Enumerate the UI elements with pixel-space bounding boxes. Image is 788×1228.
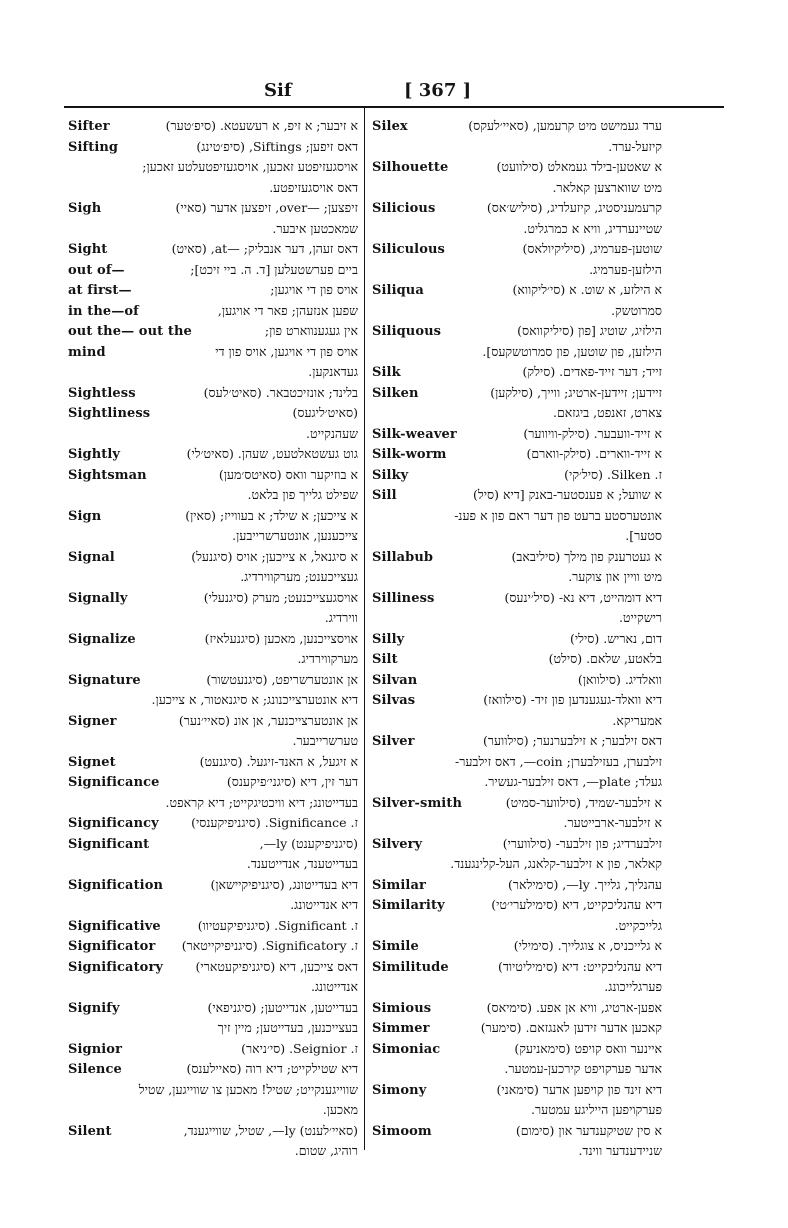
- definition: א בוזיקער וואס (סאיטס׳מען): [218, 466, 358, 482]
- definition: (סאיי׳לענט) ly—, שטיל, שווייגענד,: [183, 1122, 358, 1138]
- definition: ז. Significant. (סיגניפיקעטיוו): [197, 917, 358, 933]
- dictionary-entry: [372, 731, 662, 793]
- headword: Silent: [68, 1123, 112, 1139]
- headword: Similitude: [372, 959, 449, 975]
- dictionary-entry: [68, 506, 358, 547]
- definition-continuation: צייכענען, אונטערשרייבען.: [232, 528, 358, 543]
- entry-line: [372, 280, 662, 301]
- entry-line: [68, 116, 358, 137]
- definition: דיא שטילקייט; דיא רוה (סאיילענס): [186, 1061, 358, 1076]
- definition: אן אונטערשריפט, (סיגנעטשור): [206, 671, 358, 687]
- entry-line: [68, 383, 358, 404]
- dictionary-entry: [68, 547, 358, 588]
- headword: Significancy: [68, 816, 159, 831]
- definition-continuation: מערקווירדיג.: [297, 651, 358, 666]
- entry-line: [372, 547, 662, 568]
- dictionary-entry: [372, 998, 662, 1019]
- definition-continuation: פערקויפען הייליגע עמטער.: [531, 1102, 662, 1117]
- definition: ז. Significatory. (סיגניפיקייטאר): [181, 938, 358, 953]
- entry-line: [68, 1039, 358, 1060]
- definition-continuation: אונטערסטע ברעט פון דער ראם פון א פענ-: [454, 507, 662, 523]
- headword: Sightsman: [68, 467, 147, 483]
- dictionary-entry: [372, 588, 662, 629]
- definition-continuation: מאכען.: [322, 1102, 358, 1117]
- definition-continuation: אדער פערקויפט קירכען-עמטער.: [504, 1061, 662, 1076]
- dictionary-entry: [372, 280, 662, 321]
- definition: אויסגעצייכנעט; מערק (סיגנעלי): [203, 589, 358, 605]
- headword: Simile: [372, 939, 419, 954]
- dictionary-entry: [372, 629, 662, 650]
- dictionary-entry: [372, 465, 662, 486]
- headword: Simoniac: [372, 1041, 441, 1057]
- definition: א זייד-וועבער. (סילק-וויווער): [523, 425, 662, 441]
- headword: Silver: [372, 734, 415, 749]
- headword: Siliculous: [372, 242, 445, 257]
- entry-line: [372, 998, 662, 1019]
- dictionary-entry: [68, 916, 358, 937]
- entry-line: [68, 280, 358, 301]
- definition: קאכען אדער זידען לאנגזאם. (סימער): [480, 1020, 662, 1035]
- entry-line: [372, 936, 662, 957]
- entry-line: [68, 506, 358, 527]
- entry-line: [68, 957, 358, 978]
- dictionary-entry: [68, 137, 358, 199]
- definition: קרעמעניסטיג, קיזעלדיג, (סיליש׳אס): [486, 200, 662, 215]
- entry-line: [68, 547, 358, 568]
- entry-line: [68, 813, 358, 834]
- definition-continuation: דאס אויסגעזיפטע.: [269, 179, 358, 195]
- definition-continuation: זילבערן, בעזילבערן; coin—, דאס זילבער-: [454, 753, 662, 769]
- headword: Significant: [68, 836, 150, 852]
- definition-continuation: בעדייטענד, אנדייטענד.: [246, 856, 358, 871]
- headword: Signification: [68, 877, 164, 893]
- headword: Signature: [68, 672, 141, 688]
- headword: Simony: [372, 1082, 427, 1098]
- definition-continuation: סמרוטשק.: [611, 302, 662, 318]
- headword: Sign: [68, 508, 102, 524]
- definition-continuation: הילזען, פון שוטען, פון סמרוטשקעס].: [482, 343, 662, 359]
- headword: Simious: [372, 1000, 432, 1016]
- definition-continuation: אמעריקא.: [612, 712, 662, 728]
- definition: דיא עהנליכקייט: דיא (סימיליטיוד): [497, 958, 662, 974]
- entry-line: [372, 731, 662, 752]
- headword: Significance: [68, 775, 160, 790]
- dictionary-entry: [372, 690, 662, 731]
- headword: Signal: [68, 549, 115, 565]
- entry-line: [372, 588, 662, 609]
- headword: Sightly: [68, 447, 121, 462]
- definition-continuation: אויסגעזיפטע זאכען, אויסגעזיפטעלטע זאכען;: [142, 159, 358, 174]
- entry-line: [68, 670, 358, 691]
- dictionary-entry: [372, 793, 662, 834]
- definition: דיא עהנליכקייט, דיא (סימילערי׳טי): [491, 897, 662, 912]
- definition: דיא בעדייטונג, (סיגניפיקיישאן): [210, 876, 358, 892]
- headword: Similarity: [372, 898, 445, 913]
- dictionary-entry: [372, 116, 662, 157]
- definition: דער זין, דיא (סיגני׳פיקענס): [226, 774, 358, 789]
- headword: Silvas: [372, 693, 416, 708]
- definition: ז. Significance. (סיגניפיקענסי): [191, 815, 358, 830]
- dictionary-entry: [68, 260, 358, 281]
- definition-continuation: שטיינערדיג, וויא א כמרגליט.: [523, 220, 662, 236]
- definition-continuation: דיא אונטערצייכנונג; א סיגנאטור, א צייכען.: [151, 692, 358, 707]
- definition: א זיבער; א זיפ, א רעשעטא. (סיפ׳טער): [165, 118, 358, 133]
- guide-word: Sif: [264, 80, 292, 101]
- dictionary-entry: [68, 280, 358, 301]
- headword: Significative: [68, 918, 161, 934]
- headword: Silex: [372, 119, 408, 134]
- dictionary-entry: [68, 1059, 358, 1121]
- entry-line: [68, 342, 358, 363]
- entry-line: [68, 834, 358, 855]
- definition: א זייד-ווארים. (סילק-ווארם): [526, 446, 662, 461]
- definition: א געטרענק פון מילך (סיליבאב): [511, 548, 662, 564]
- definition-continuation: אנדייטונג.: [310, 979, 358, 994]
- headword: Silk-worm: [372, 447, 447, 462]
- headword: Signet: [68, 754, 116, 770]
- definition: אן אונטערצייכנער, אן אונ (סאיי׳נער): [178, 712, 358, 728]
- definition-continuation: שווייגענקייט; שטיל! מאכען צו שווייגען, שטיל: [138, 1081, 358, 1097]
- definition: א זילבער-שמיד, (סילווער-סמיט): [505, 794, 662, 810]
- headword: Silky: [372, 467, 409, 483]
- entry-line: [372, 1080, 662, 1101]
- headword: Silver-smith: [372, 795, 463, 811]
- definition: א שוועל; א פענסטער-באנק [דיא (סיל): [473, 487, 662, 502]
- headword: Silly: [372, 631, 405, 647]
- headword: out of—: [68, 262, 125, 278]
- dictionary-entry: [68, 670, 358, 711]
- headword: Simoom: [372, 1123, 432, 1139]
- left-column: [68, 116, 358, 1158]
- definition: דיא דומהייט, דיא נא- (סיל׳ינעס): [504, 589, 662, 605]
- dictionary-entry: [372, 485, 662, 547]
- definition-continuation: שפילט גלייך פון בלאט.: [247, 487, 358, 502]
- definition-continuation: געלד; plate—, דאס זילבער-געשיר.: [484, 774, 662, 789]
- headword: Silliness: [372, 590, 435, 606]
- definition: א צייכען; א שילד; א בעווייז; (סאין): [185, 507, 358, 523]
- headword: Silvan: [372, 672, 418, 688]
- headword: Siliquous: [372, 324, 442, 339]
- dictionary-entry: [372, 649, 662, 670]
- headword: Silhouette: [372, 160, 449, 175]
- dictionary-entry: [68, 342, 358, 383]
- headword: Sightliness: [68, 406, 151, 421]
- entry-line: [372, 1121, 662, 1142]
- entry-line: [372, 424, 662, 445]
- headword: Silence: [68, 1062, 122, 1077]
- dictionary-entry: [68, 834, 358, 875]
- definition-continuation: רישקייט.: [618, 610, 662, 625]
- dictionary-entry: [68, 588, 358, 629]
- dictionary-entry: [372, 424, 662, 445]
- headword: Signior: [68, 1041, 123, 1057]
- definition-continuation: א זילבער-ארבייטער.: [563, 815, 662, 830]
- definition-continuation: גלייכקייט.: [614, 917, 662, 933]
- definition: ביים פערשטעלען [ד. ה. ביי זיכט];: [190, 261, 358, 277]
- headword: mind: [68, 344, 106, 360]
- headword: Sifting: [68, 139, 119, 155]
- definition: א שאטען-בילד געמאלט (סילוועט): [496, 159, 662, 174]
- headword: Significatory: [68, 959, 164, 975]
- dictionary-entry: [372, 1121, 662, 1162]
- entry-line: [68, 198, 358, 219]
- definition: א סיגנאל, א צייכען; אויס (סיגנעל): [191, 548, 358, 564]
- dictionary-entry: [372, 444, 662, 465]
- definition-continuation: שמאכטען איבער.: [272, 220, 358, 236]
- header-rule: [64, 106, 724, 108]
- definition: זייד; דער זייד-פאדים. (סילק): [522, 364, 662, 379]
- headword: Sigh: [68, 201, 102, 216]
- entry-line: [68, 875, 358, 896]
- definition-continuation: דיא אנדייטונג.: [290, 897, 358, 912]
- dictionary-entry: [372, 936, 662, 957]
- definition-continuation: הילזען-פערמיג.: [589, 261, 662, 277]
- definition: איינער וואס קויפט (סימאניעק): [514, 1040, 662, 1056]
- definition: זיידען; זיידען-ארטיג; ווייך, (סילקען): [490, 384, 662, 400]
- dictionary-entry: [68, 383, 358, 404]
- definition: (סיגניפיקענט) ly—,: [259, 835, 358, 851]
- entry-line: [372, 198, 662, 219]
- entry-line: [372, 649, 662, 670]
- entry-line: [68, 1059, 358, 1080]
- definition: דיא זינד פון קויפען אדער (סימאני): [496, 1081, 662, 1097]
- dictionary-entry: [68, 629, 358, 670]
- entry-line: [372, 1018, 662, 1039]
- definition: שוטען-פערמיג, (סיליקיולאס): [522, 241, 662, 256]
- dictionary-entry: [372, 239, 662, 280]
- definition: א סין שטיקענדער און (סימום): [515, 1122, 662, 1138]
- dictionary-entry: [68, 752, 358, 773]
- headword: Siliqua: [372, 283, 424, 298]
- entry-line: [372, 1039, 662, 1060]
- dictionary-entry: [68, 1039, 358, 1060]
- definition: זיפצען; —over, זיפצען אדער (סאיי): [175, 200, 358, 215]
- definition: דאס זעהן, דער אנבליק; —at, (סאיט): [171, 241, 358, 256]
- entry-line: [68, 711, 358, 732]
- headword: Silicious: [372, 201, 436, 216]
- dictionary-entry: [68, 403, 358, 444]
- entry-line: [68, 465, 358, 486]
- definition: אויסצייכנען, מאכען (סיגנעלאיז): [204, 630, 358, 646]
- definition-continuation: געצייכענט; מערקווירדיג.: [240, 569, 358, 584]
- dictionary-entry: [68, 321, 358, 342]
- entry-line: [68, 137, 358, 158]
- definition: וואלדיג. (סילוואן): [577, 671, 662, 687]
- definition: אויס פון די אויגען, אויס פון די: [215, 343, 358, 359]
- dictionary-entry: [68, 711, 358, 752]
- definition-continuation: סטער].: [625, 528, 662, 543]
- entry-line: [372, 157, 662, 178]
- definition: א גלייכניס, א צוגלייך. (סימילי): [513, 938, 662, 953]
- definition-continuation: טערשרייבער.: [292, 733, 358, 748]
- entry-line: [68, 588, 358, 609]
- entry-line: [372, 895, 662, 916]
- entry-line: [372, 362, 662, 383]
- dictionary-entry: [68, 813, 358, 834]
- definition: שפען אנזעהן; פאר די אויגען,: [217, 302, 358, 318]
- dictionary-entry: [68, 444, 358, 465]
- headword: Sifter: [68, 119, 110, 134]
- dictionary-entry: [372, 834, 662, 875]
- dictionary-entry: [372, 895, 662, 936]
- page-header: [64, 80, 724, 104]
- entry-line: [68, 321, 358, 342]
- dictionary-entry: [68, 239, 358, 260]
- headword: Significator: [68, 939, 156, 954]
- definition: א הילזע, א שוט. א (סי׳ליקווא): [512, 282, 662, 297]
- entry-line: [372, 957, 662, 978]
- definition: עהנליך, גלייך. ly—, (סימילאר): [508, 876, 662, 892]
- entry-line: [68, 998, 358, 1019]
- dictionary-entry: [372, 321, 662, 362]
- dictionary-entry: [68, 772, 358, 813]
- entry-line: [372, 670, 662, 691]
- definition: בעדייטען, אנדייטען; (סיגניפאי): [207, 999, 358, 1015]
- definition-continuation: ווירדיג.: [324, 610, 358, 625]
- headword: Silk-weaver: [372, 426, 457, 442]
- headword: Simmer: [372, 1021, 430, 1036]
- entry-line: [372, 465, 662, 486]
- dictionary-entry: [68, 936, 358, 957]
- dictionary-entry: [372, 875, 662, 896]
- definition: בלינד; אונזיכטבאר. (סאיט׳לעס): [203, 384, 358, 400]
- column-divider: [364, 108, 365, 1150]
- definition: דאס זיפען; Siftings, (סיפ׳טינג): [196, 138, 358, 154]
- entry-line: [372, 690, 662, 711]
- definition: ערד געמישט מיט קרעמען, (סאיי׳לעקס): [468, 118, 662, 133]
- headword: Sill: [372, 488, 397, 503]
- entry-line: [68, 752, 358, 773]
- headword: Signer: [68, 713, 117, 729]
- entry-line: [372, 116, 662, 137]
- headword: Silk: [372, 365, 401, 380]
- definition: ז. Silken. (סיל׳קי): [564, 466, 662, 482]
- page-number: [ 367 ]: [404, 80, 472, 101]
- definition: אין געגענווארט פון;: [264, 323, 358, 338]
- dictionary-entry: [68, 116, 358, 137]
- definition: זילבערדיג; פון זילבער- (סילווערי): [502, 835, 662, 851]
- entry-line: [372, 834, 662, 855]
- dictionary-entry: [68, 198, 358, 239]
- entry-line: [372, 629, 662, 650]
- definition-continuation: קאלאר, פון א זילבער-קלאנג, העל-קלינגענד.: [450, 856, 662, 871]
- entry-line: [68, 301, 358, 322]
- entry-line: [68, 1121, 358, 1142]
- dictionary-entry: [372, 157, 662, 198]
- definition: ז. Seignior. (סי׳ניאר): [241, 1040, 358, 1056]
- headword: out the— out the: [68, 324, 192, 339]
- dictionary-entry: [68, 465, 358, 506]
- entry-line: [68, 936, 358, 957]
- dictionary-entry: [372, 198, 662, 239]
- definition: דאס צייכען, דיא (סיגניפיקעטארי): [195, 958, 358, 974]
- entry-line: [68, 403, 358, 424]
- definition: הילזיג, שוטיג [פון (סיליקוואס): [517, 323, 662, 338]
- headword: Sightless: [68, 385, 136, 401]
- headword: Sight: [68, 242, 108, 257]
- dictionary-entry: [68, 957, 358, 998]
- entry-line: [68, 239, 358, 260]
- dictionary-entry: [68, 998, 358, 1039]
- headword: at first—: [68, 283, 132, 298]
- entry-line: [372, 485, 662, 506]
- headword: Silt: [372, 652, 398, 667]
- definition-continuation: צארט, זאנפט, ביגזאם.: [553, 405, 662, 420]
- dictionary-entry: [68, 1121, 358, 1162]
- dictionary-entry: [372, 1039, 662, 1080]
- entry-line: [372, 239, 662, 260]
- definition-continuation: בעצייכנען, בעדייטען; מיין זיך: [217, 1020, 358, 1035]
- definition: אפען-ארטיג, וויא אן אפע. (סימיאס): [486, 999, 662, 1015]
- entry-line: [68, 629, 358, 650]
- headword: Similar: [372, 877, 426, 893]
- headword: Signify: [68, 1000, 120, 1016]
- definition: בלאטע, שלאם. (סילט): [548, 651, 662, 666]
- entry-line: [68, 772, 358, 793]
- dictionary-entry: [372, 1080, 662, 1121]
- definition: גוט געשטאלטעט, שעהן. (סאיט׳לי): [186, 446, 358, 461]
- entry-line: [372, 383, 662, 404]
- entry-line: [68, 444, 358, 465]
- dictionary-entry: [372, 362, 662, 383]
- definition: דאס זילבער; א זילבערנער; (סילווער): [482, 733, 662, 748]
- dictionary-entry: [68, 875, 358, 916]
- definition-continuation: מיט שווארצען קאלאר.: [552, 179, 662, 195]
- entry-line: [372, 793, 662, 814]
- dictionary-entry: [372, 383, 662, 424]
- definition: (סאיט׳ליגעס): [292, 405, 358, 420]
- dictionary-entry: [68, 301, 358, 322]
- definition: א זיגעל, א האנד-זיגעל. (סיגנעט): [199, 753, 358, 769]
- dictionary-entry: [372, 670, 662, 691]
- entry-line: [68, 260, 358, 281]
- definition-continuation: רוהיג, שטום.: [294, 1143, 358, 1158]
- headword: in the—of: [68, 303, 139, 319]
- entry-line: [372, 444, 662, 465]
- headword: Signally: [68, 590, 128, 606]
- headword: Silken: [372, 385, 419, 401]
- headword: Silvery: [372, 836, 423, 852]
- definition-continuation: מיט וויין און צוקער.: [568, 569, 662, 584]
- dictionary-entry: [372, 547, 662, 588]
- headword: Signalize: [68, 631, 136, 647]
- definition-continuation: בעדייטונג; דיא וויכטיגקייט; דיא קראפט.: [165, 794, 358, 810]
- entry-line: [372, 875, 662, 896]
- dictionary-entry: [372, 957, 662, 998]
- definition-continuation: פערגלייכונג.: [604, 979, 662, 994]
- right-column: [372, 116, 662, 1158]
- definition-continuation: שעהנקייט.: [306, 425, 358, 441]
- dictionary-entry: [372, 1018, 662, 1039]
- definition: דיא וואלד-געגענדען פון זיד- (סילוואז): [483, 692, 662, 707]
- definition: אויס פון די אויגען;: [270, 282, 358, 297]
- entry-line: [68, 916, 358, 937]
- definition: דום, נאריש. (סילי): [569, 630, 662, 646]
- definition-continuation: געדאנקען.: [308, 364, 358, 379]
- definition-continuation: קיזעל-ערד.: [608, 138, 662, 154]
- entry-line: [372, 321, 662, 342]
- definition-continuation: שניידענדער ווינד.: [578, 1143, 662, 1158]
- headword: Sillabub: [372, 549, 434, 565]
